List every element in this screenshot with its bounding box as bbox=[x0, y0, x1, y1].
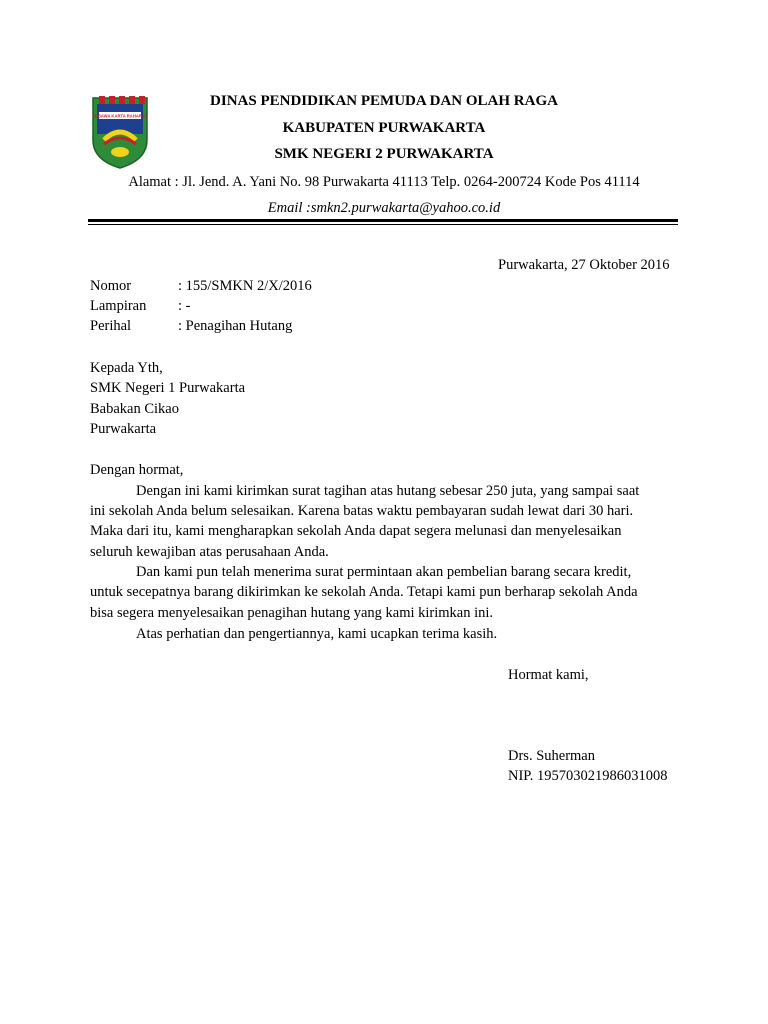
body-line: Atas perhatian dan pengertiannya, kami ucapkan terima kasih. bbox=[136, 626, 498, 642]
logo-motto-text: WIBAWA KARTA RAHARJA bbox=[92, 113, 148, 119]
school-name: SMK NEGERI 2 PURWAKARTA bbox=[274, 146, 494, 162]
lampiran-label: Lampiran bbox=[90, 298, 147, 314]
recipient-city: Purwakarta bbox=[90, 421, 157, 437]
nomor-label: Nomor bbox=[90, 278, 132, 294]
perihal-label: Perihal bbox=[90, 318, 132, 334]
body-line: Dan kami pun telah menerima surat permintaan akan pembelian barang secara kredit, bbox=[136, 564, 632, 580]
nomor-value: : 155/SMKN 2/X/2016 bbox=[178, 278, 312, 294]
lampiran-value: : - bbox=[178, 298, 191, 314]
greeting: Dengan hormat, bbox=[90, 462, 184, 478]
letter-date: Purwakarta, 27 Oktober 2016 bbox=[498, 257, 670, 273]
regency-name: KABUPATEN PURWAKARTA bbox=[282, 120, 486, 136]
body-line: untuk secepatnya barang dikirimkan ke sekolah Anda. Tetapi kami pun berharap sekolah Anda bbox=[90, 584, 638, 600]
body-line: ini sekolah Anda belum selesaikan. Karena batas waktu pembayaran sudah lewat dari 30 hari. bbox=[90, 503, 634, 519]
recipient-salutation: Kepada Yth, bbox=[90, 360, 163, 376]
body-line: seluruh kewajiban atas perusahaan Anda. bbox=[90, 544, 329, 560]
body-line: Maka dari itu, kami mengharapkan sekolah Anda dapat segera melunasi dan menyelesaikan bbox=[90, 523, 622, 539]
body-line: bisa segera menyelesaikan penagihan hutang yang kami kirimkan ini. bbox=[90, 605, 494, 621]
letterhead-divider-thick bbox=[88, 219, 678, 222]
body-line: Dengan ini kami kirimkan surat tagihan atas hutang sebesar 250 juta, yang sampai saat bbox=[136, 483, 640, 499]
school-address: Alamat : Jl. Jend. A. Yani No. 98 Purwakarta 41113 Telp. 0264-200724 Kode Pos 41114 bbox=[128, 174, 640, 190]
signer-nip: NIP. 195703021986031008 bbox=[508, 768, 668, 784]
recipient-street: Babakan Cikao bbox=[90, 401, 179, 417]
recipient-name: SMK Negeri 1 Purwakarta bbox=[90, 380, 246, 396]
institution-name: DINAS PENDIDIKAN PEMUDA DAN OLAH RAGA bbox=[210, 93, 558, 109]
perihal-value: : Penagihan Hutang bbox=[178, 318, 293, 334]
closing: Hormat kami, bbox=[508, 667, 589, 683]
signer-name: Drs. Suherman bbox=[508, 748, 595, 764]
school-email: Email :smkn2.purwakarta@yahoo.co.id bbox=[267, 200, 501, 216]
letterhead-divider-thin bbox=[88, 224, 678, 225]
